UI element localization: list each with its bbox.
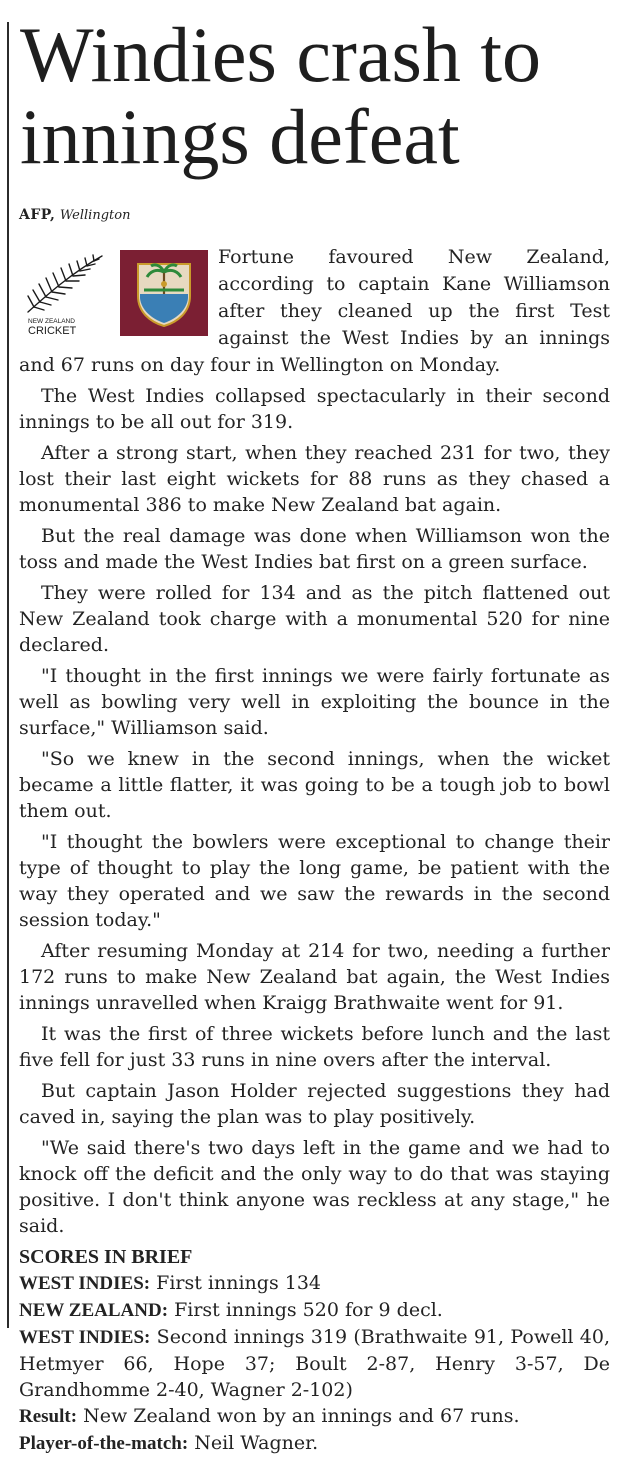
nz-logo-line-2: CRICKET <box>28 325 77 337</box>
column-rule <box>7 22 9 1328</box>
paragraph: It was the first of three wickets before lunch and the last five fell for just 33 runs in nine overs after the interval. <box>19 1023 610 1071</box>
paragraph: "I thought in the first innings we were fairly fortunate as well as bowling very well in exploiting the bounce in the surface," Williamson said. <box>19 665 610 739</box>
score-line <box>19 1297 610 1324</box>
score-text: First innings 134 <box>150 1272 322 1294</box>
lead-line: Fortune favoured New Zealand, <box>218 246 610 268</box>
west-indies-logo <box>120 250 208 336</box>
nz-cricket-logo <box>18 250 110 338</box>
paragraph: "We said there's two days left in the game and we had to knock off the deficit and the only way to do that was staying positive. I don't think anyone was reckless at any stage," he said. <box>19 1137 610 1237</box>
lead-paragraph-wrap <box>218 244 610 352</box>
score-text: Neil Wagner. <box>188 1432 319 1454</box>
lead-line: against the West Indies by an innings <box>218 327 610 349</box>
score-label: Result: <box>19 1406 78 1427</box>
score-label: NEW ZEALAND: <box>19 1300 169 1321</box>
byline <box>19 207 130 223</box>
scores-heading: SCORES IN BRIEF <box>19 1246 193 1268</box>
score-text: New Zealand won by an innings and 67 runs. <box>77 1405 520 1427</box>
score-text: First innings 520 for 9 decl. <box>168 1299 443 1321</box>
score-line <box>19 1403 610 1430</box>
paragraph: But captain Jason Holder rejected suggestions they had caved in, saying the plan was to play positively. <box>19 1080 610 1128</box>
byline-agency: AFP, <box>19 207 56 223</box>
paragraph: They were rolled for 134 and as the pitch flattened out New Zealand took charge with a monumental 520 for nine declared. <box>19 582 610 656</box>
paragraph: After a strong start, when they reached 231 for two, they lost their last eight wickets for 88 runs as they chased a monumental 386 to make New Zealand bat again. <box>19 442 610 516</box>
score-label: WEST INDIES: <box>19 1327 151 1348</box>
west-indies-crest-icon <box>120 250 208 336</box>
nz-logo-line-1: NEW ZEALAND <box>28 318 75 325</box>
score-line <box>19 1270 610 1297</box>
headline-line-1: Windies crash to <box>20 11 542 98</box>
byline-place: Wellington <box>59 208 131 223</box>
headline <box>20 11 620 180</box>
lead-continuation: and 67 runs on day four in Wellington on Monday. <box>19 354 501 376</box>
score-label: WEST INDIES: <box>19 1273 151 1294</box>
score-line <box>19 1324 610 1403</box>
paragraph: "So we knew in the second innings, when the wicket became a little flatter, it was going to be a tough job to bowl them out. <box>19 748 610 822</box>
lead-line: according to captain Kane Williamson <box>218 273 610 295</box>
silver-fern-icon <box>18 250 110 338</box>
article-body <box>19 352 610 1457</box>
paragraph: After resuming Monday at 214 for two, needing a further 172 runs to make New Zealand bat again, the West Indies innings unravelled when Kraigg Brathwaite went for 91. <box>19 940 610 1014</box>
score-label: Player-of-the-match: <box>19 1433 189 1454</box>
headline-line-2: innings defeat <box>20 93 460 180</box>
lead-line: after they cleaned up the first Test <box>218 300 610 322</box>
score-line <box>19 1430 610 1457</box>
score-text: Second innings 319 (Brathwaite 91, Powell 40, Hetmyer 66, Hope 37; Boult 2-87, Henry 3-57, De Grandhomme 2-40, Wagner 2-102) <box>19 1326 610 1401</box>
paragraph: "I thought the bowlers were exceptional to change their type of thought to play the long game, be patient with the way they operated and we saw the rewards in the second session today." <box>19 831 610 931</box>
paragraph: The West Indies collapsed spectacularly in their second innings to be all out for 319. <box>19 385 610 433</box>
paragraph: But the real damage was done when Williamson won the toss and made the West Indies bat first on a green surface. <box>19 525 610 573</box>
